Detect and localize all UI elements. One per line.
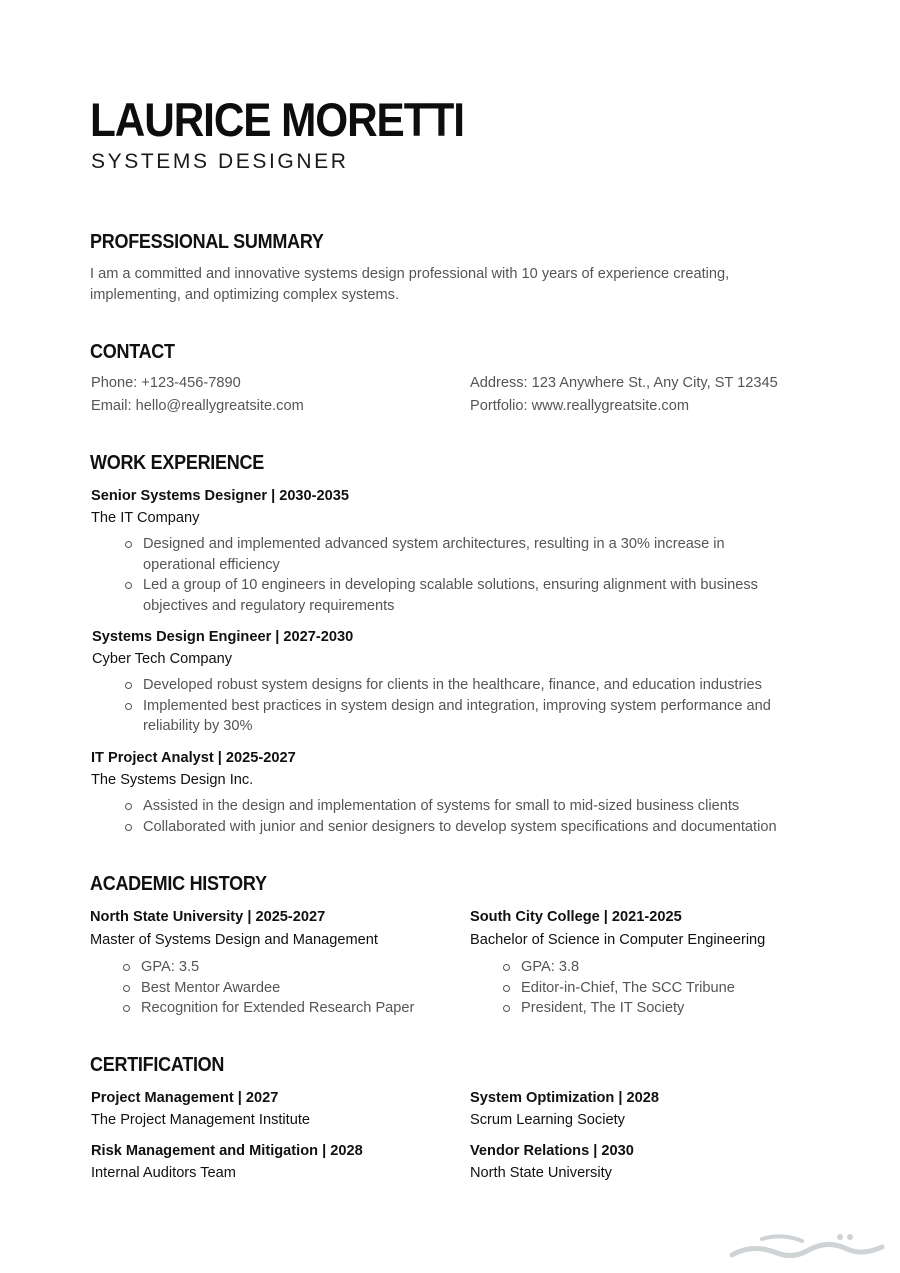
list-item <box>501 957 821 978</box>
list-item <box>123 534 783 575</box>
bullet-text: Editor-in-Chief, The SCC Tribune <box>521 979 735 996</box>
cert-issuer: North State University <box>470 1165 612 1181</box>
academic-section <box>90 873 810 1016</box>
summary-heading: PROFESSIONAL SUMMARY <box>90 231 324 253</box>
list-item <box>501 978 821 999</box>
school-bullets <box>121 957 461 1019</box>
bullet-circle-icon <box>125 541 132 548</box>
bullet-text: Led a group of 10 engineers in developing scalable solutions, ensuring alignment with business objectives and regulatory requirements <box>143 577 758 614</box>
list-item <box>121 998 461 1019</box>
bullet-circle-icon <box>123 1005 130 1012</box>
contact-email: Email: hello@reallygreatsite.com <box>91 398 304 414</box>
bullet-text: Implemented best practices in system design and integration, improving system performance and reliability by 30% <box>143 697 771 734</box>
job-bullets <box>123 675 803 737</box>
contact-address: Address: 123 Anywhere St., Any City, ST 12345 <box>470 375 778 391</box>
cert-issuer: Scrum Learning Society <box>470 1112 625 1128</box>
bullet-circle-icon <box>503 964 510 971</box>
bullet-circle-icon <box>123 964 130 971</box>
candidate-name: LAURICE MORETTI <box>90 93 464 146</box>
bullet-circle-icon <box>125 582 132 589</box>
work-heading: WORK EXPERIENCE <box>90 452 264 474</box>
bullet-text: Assisted in the design and implementation of systems for small to mid-sized business clients <box>143 798 740 814</box>
job-bullets <box>123 534 783 616</box>
school-bullets <box>501 957 821 1019</box>
bullet-text: Collaborated with junior and senior designers to develop system specifications and documentation <box>143 818 777 835</box>
bullet-circle-icon <box>123 985 130 992</box>
bullet-circle-icon <box>125 682 132 689</box>
contact-section <box>90 341 810 414</box>
school-degree: Bachelor of Science in Computer Engineering <box>470 932 766 948</box>
candidate-title: SYSTEMS DESIGNER <box>91 150 349 173</box>
bullet-text: GPA: 3.8 <box>521 959 580 975</box>
job-role: Systems Design Engineer | 2027-2030 <box>92 629 354 645</box>
school-degree: Master of Systems Design and Management <box>90 932 378 948</box>
job-role: Senior Systems Designer | 2030-2035 <box>91 488 349 504</box>
summary-text: I am a committed and innovative systems design professional with 10 years of experience creating, implementing, and optimizing complex systems. <box>90 266 730 303</box>
cert-issuer: The Project Management Institute <box>91 1112 311 1128</box>
bullet-text: President, The IT Society <box>521 1000 685 1016</box>
contact-heading: CONTACT <box>90 341 175 363</box>
bullet-text: Recognition for Extended Research Paper <box>141 1000 415 1016</box>
list-item <box>501 998 821 1019</box>
contact-phone: Phone: +123-456-7890 <box>91 375 241 391</box>
list-item <box>123 575 783 616</box>
summary-section <box>90 231 810 303</box>
cert-name: System Optimization | 2028 <box>470 1090 659 1106</box>
watermark-logo <box>722 1225 892 1265</box>
cert-issuer: Internal Auditors Team <box>91 1165 236 1181</box>
job-company: Cyber Tech Company <box>92 651 233 667</box>
list-item <box>121 957 461 978</box>
cert-name: Project Management | 2027 <box>91 1090 279 1106</box>
bullet-circle-icon <box>125 703 132 710</box>
bullet-circle-icon <box>503 1005 510 1012</box>
list-item <box>123 696 803 737</box>
list-item <box>123 796 810 817</box>
certification-heading: CERTIFICATION <box>90 1054 225 1076</box>
bullet-text: Designed and implemented advanced system architectures, resulting in a 30% increase in operational efficiency <box>143 536 725 573</box>
bullet-text: GPA: 3.5 <box>141 959 200 975</box>
bullet-circle-icon <box>125 824 132 831</box>
job-company: The Systems Design Inc. <box>91 772 254 788</box>
cert-name: Risk Management and Mitigation | 2028 <box>91 1143 363 1159</box>
cert-name: Vendor Relations | 2030 <box>470 1143 634 1159</box>
school-name: South City College | 2021-2025 <box>470 909 682 925</box>
bullet-text: Best Mentor Awardee <box>141 979 281 996</box>
school-name: North State University | 2025-2027 <box>90 909 326 925</box>
certification-section <box>90 1054 810 1181</box>
list-item <box>123 817 810 838</box>
job-role: IT Project Analyst | 2025-2027 <box>91 750 296 766</box>
list-item <box>123 675 803 696</box>
contact-portfolio: Portfolio: www.reallygreatsite.com <box>470 398 689 414</box>
work-section <box>90 452 810 835</box>
bullet-circle-icon <box>503 985 510 992</box>
job-company: The IT Company <box>91 510 200 526</box>
bullet-circle-icon <box>125 803 132 810</box>
job-bullets <box>123 796 810 837</box>
list-item <box>121 978 461 999</box>
bullet-text: Developed robust system designs for clients in the healthcare, finance, and education industries <box>143 677 762 693</box>
academic-heading: ACADEMIC HISTORY <box>90 873 267 895</box>
